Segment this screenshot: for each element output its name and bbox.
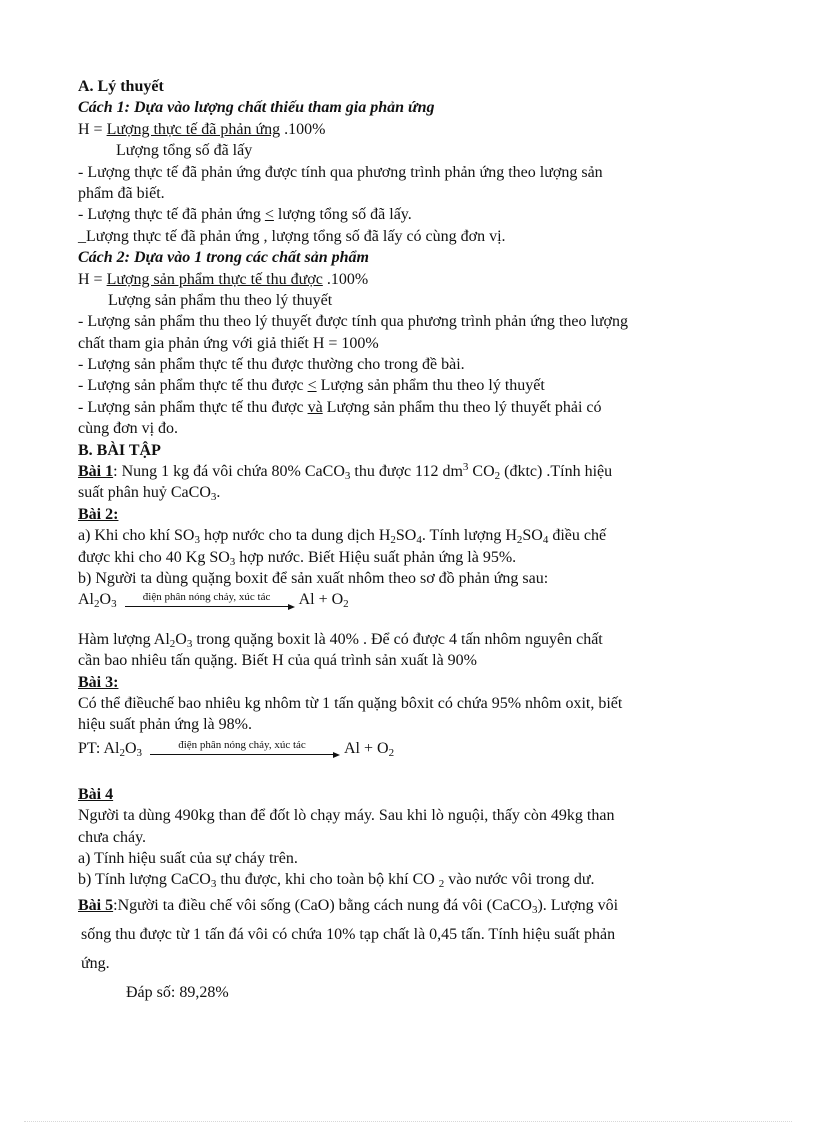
bai4-b: b) Tính lượng CaCO$_3$ thu được, khi cho toàn bộ khí CO $_2$ vào nước vôi trong dư. xyxy=(78,871,595,891)
page-bottom-divider xyxy=(24,1121,792,1122)
bai3-equation: PT: $Al_2O_3$ điện phân nóng chảy, xúc tác $Al + O_2$ xyxy=(78,739,395,759)
theory-heading: A. Lý thuyết xyxy=(78,78,164,95)
bai5-line3: ứng. xyxy=(81,954,110,972)
document-page xyxy=(78,76,740,1007)
bai2-c-line1: Hàm lượng $Al_2O_3$ trong quặng boxit là 40% . Để có được 4 tấn nhôm nguyên chất xyxy=(78,630,603,650)
method1-note1a: - Lượng thực tế đã phản ứng được tính qua phương trình phản ứng theo lượng sản xyxy=(78,163,603,181)
arrow-head-icon xyxy=(333,752,340,758)
method2-note1b: chất tham gia phản ứng với giả thiết H = 100% xyxy=(78,334,379,352)
bai2-equation: $Al_2O_3$ điện phân nóng chảy, xúc tác $Al + O_2$ xyxy=(78,590,349,611)
method1-numerator: Lượng thực tế đã phản ứng xyxy=(106,120,281,138)
arrow-head-icon xyxy=(288,604,295,610)
bai3-line1: Có thể điềuchế bao nhiêu kg nhôm từ 1 tấn quặng bôxit có chứa 95% nhôm oxit, biết xyxy=(78,694,623,712)
method2-note4c: cùng đơn vị đo. xyxy=(78,420,179,438)
method2-formula: H = Lượng sản phẩm thực tế thu được .100% xyxy=(78,270,369,288)
bai4-a: a) Tính hiệu suất của sự cháy trên. xyxy=(78,849,298,867)
bai5-line1: Bài 5:Người ta điều chế vôi sống (CaO) bằng cách nung đá vôi (CaCO$_3$). Lượng vôi xyxy=(78,896,619,916)
bai5-label: Bài 5 xyxy=(78,896,114,914)
method2-note3: - Lượng sản phẩm thực tế thu được < Lượng sản phẩm thu theo lý thuyết xyxy=(78,377,545,395)
bai3-line2: hiệu suất phản ứng là 98%. xyxy=(78,716,252,734)
bai2-label: Bài 2: xyxy=(78,505,119,523)
exercises-heading: B. BÀI TẬP xyxy=(78,441,161,459)
bai2-a-line1: a) Khi cho khí $SO_3$ hợp nước cho ta dung dịch $H_2SO_4$. Tính lượng $H_2SO_4$ điều chế xyxy=(78,527,607,547)
bai5-line2: sống thu được từ 1 tấn đá vôi có chứa 10% tạp chất là 0,45 tấn. Tính hiệu suất phản xyxy=(81,925,616,943)
reaction-arrow: điện phân nóng chảy, xúc tác xyxy=(125,591,295,611)
bai2-c-line2: cần bao nhiêu tấn quặng. Biết H của quá trình sản xuất là 90% xyxy=(78,652,477,670)
bai2-b-line: b) Người ta dùng quặng boxit để sản xuất nhôm theo sơ đồ phản ứng sau: xyxy=(78,569,549,587)
bai4-line2: chưa cháy. xyxy=(78,828,147,846)
method1-note2: - Lượng thực tế đã phản ứng < lượng tổng số đã lấy. xyxy=(78,206,412,224)
method2-note1a: - Lượng sản phẩm thu theo lý thuyết được tính qua phương trình phản ứng theo lượng xyxy=(78,313,629,331)
method2-numerator: Lượng sản phẩm thực tế thu được xyxy=(106,270,323,288)
method1-formula: H = Lượng thực tế đã phản ứng .100% xyxy=(78,120,326,138)
method1-title: Cách 1: Dựa vào lượng chất thiếu tham gia phản ứng xyxy=(78,99,435,117)
bai3-label: Bài 3: xyxy=(78,673,119,691)
method1-note1b: phẩm đã biết. xyxy=(78,184,165,202)
reaction-arrow: điện phân nóng chảy, xúc tác xyxy=(150,739,340,759)
bai4-line1: Người ta dùng 490kg than để đốt lò chạy máy. Sau khi lò nguội, thấy còn 49kg than xyxy=(78,807,615,825)
bai1-line2: suất phân huỷ CaCO$_3$. xyxy=(78,484,221,504)
bai1-label: Bài 1 xyxy=(78,463,114,481)
method2-title: Cách 2: Dựa vào 1 trong các chất sản phẩm xyxy=(78,249,369,267)
bai5-answer: Đáp số: 89,28% xyxy=(126,983,229,1001)
method2-note4: - Lượng sản phẩm thực tế thu được và Lượng sản phẩm thu theo lý thuyết phải có xyxy=(78,398,602,416)
bai1-line1: Bài 1: Nung 1 kg đá vôi chứa 80% CaCO$_3$ thu được 112 $dm^3$ $CO_2$ (đktc) .Tính hiệu xyxy=(78,461,613,483)
method2-denominator: Lượng sản phẩm thu theo lý thuyết xyxy=(108,291,333,309)
bai2-a-line2: được khi cho 40 Kg $SO_3$ hợp nước. Biết Hiệu suất phản ứng là 95%. xyxy=(78,548,517,568)
method1-note3: _Lượng thực tế đã phản ứng , lượng tổng số đã lấy có cùng đơn vị. xyxy=(78,227,506,245)
method1-denominator: Lượng tổng số đã lấy xyxy=(116,142,253,160)
method2-note2: - Lượng sản phẩm thực tế thu được thường cho trong đề bài. xyxy=(78,356,465,374)
bai4-label: Bài 4 xyxy=(78,785,114,803)
